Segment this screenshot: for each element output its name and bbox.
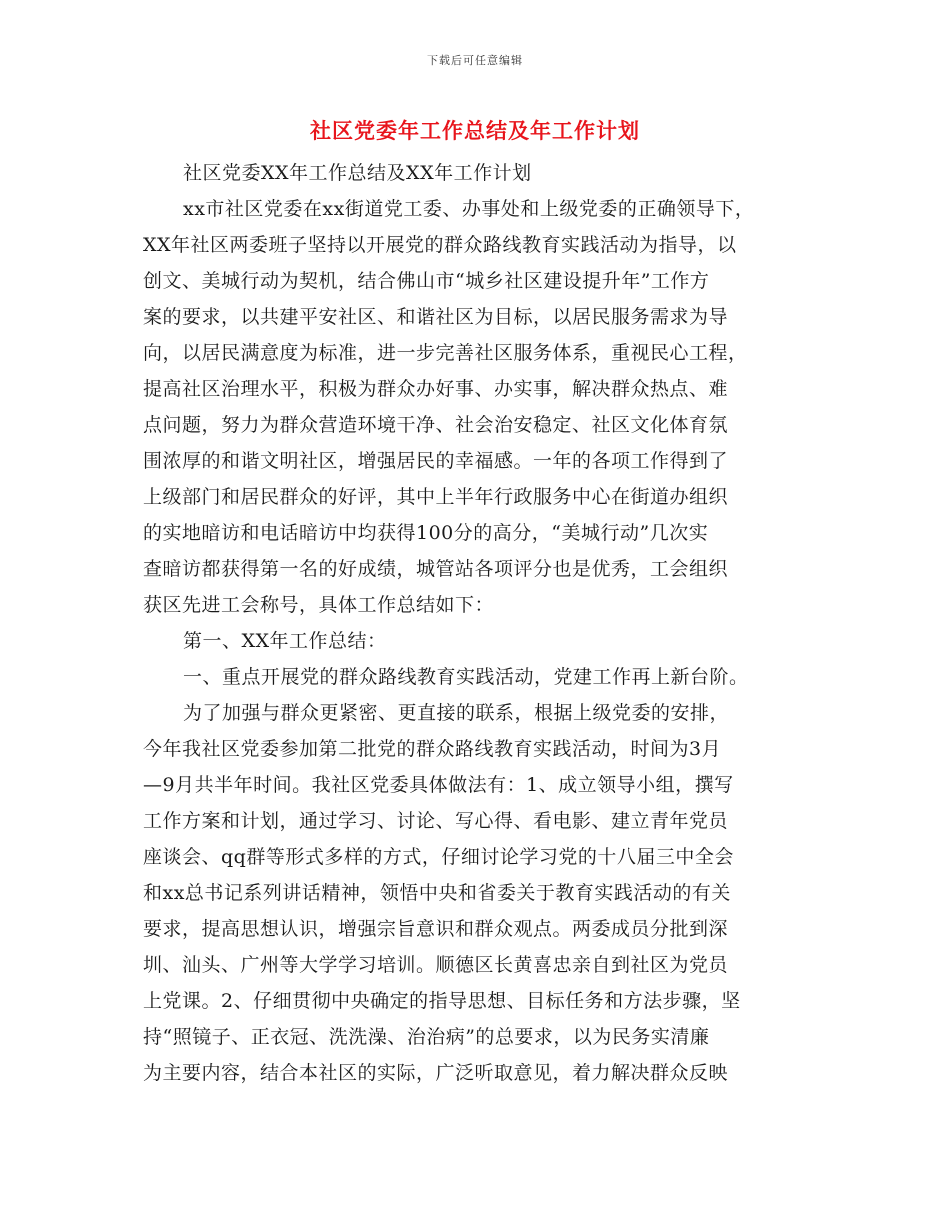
body-line: 社区党委XX年工作总结及XX年工作计划 <box>183 162 532 184</box>
document-body <box>143 155 823 1091</box>
body-line: 为了加强与群众更紧密、更直接的联系，根据上级党委的安排， <box>183 702 730 724</box>
body-line: 的实地暗访和电话暗访中均获得100分的高分，“美城行动”几次实 <box>143 522 709 544</box>
body-line: 今年我社区党委参加第二批党的群众路线教育实践活动，时间为3月 <box>143 738 722 760</box>
body-line: 圳、汕头、广州等大学学习培训。顺德区长黄喜忠亲自到社区为党员 <box>143 954 729 976</box>
body-line: 为主要内容，结合本社区的实际，广泛听取意见，着力解决群众反映 <box>143 1062 729 1084</box>
body-line: 持“照镜子、正衣冠、洗洗澡、治治病”的总要求，以为民务实清廉 <box>143 1026 710 1048</box>
page-header-note: 下载后可任意编辑 <box>427 54 523 67</box>
body-line: 点问题，努力为群众营造环境干净、社会治安稳定、社区文化体育氛 <box>143 414 729 436</box>
body-line: 上级部门和居民群众的好评，其中上半年行政服务中心在街道办组织 <box>143 486 729 508</box>
body-line: 查暗访都获得第一名的好成绩，城管站各项评分也是优秀，工会组织 <box>143 558 729 580</box>
body-line: xx市社区党委在xx街道党工委、办事处和上级党委的正确领导下， <box>183 198 755 220</box>
body-line: 第一、XX年工作总结： <box>183 630 387 652</box>
body-line: 一、重点开展党的群众路线教育实践活动，党建工作再上新台阶。 <box>183 666 749 688</box>
body-line: —9月共半年时间。我社区党委具体做法有：1、成立领导小组，撰写 <box>143 774 734 796</box>
body-line: 和xx总书记系列讲话精神，领悟中央和省委关于教育实践活动的有关 <box>143 882 731 904</box>
body-line: 上党课。2、仔细贯彻中央确定的指导思想、目标任务和方法步骤，坚 <box>143 990 741 1012</box>
body-line: 围浓厚的和谐文明社区，增强居民的幸福感。一年的各项工作得到了 <box>143 450 729 472</box>
body-line: 工作方案和计划，通过学习、讨论、写心得、看电影、建立青年党员 <box>143 810 729 832</box>
body-line: 获区先进工会称号，具体工作总结如下： <box>143 594 495 616</box>
body-line: 向，以居民满意度为标准，进一步完善社区服务体系，重视民心工程， <box>143 342 748 364</box>
body-line: XX年社区两委班子坚持以开展党的群众路线教育实践活动为指导，以 <box>143 234 737 256</box>
body-line: 创文、美城行动为契机，结合佛山市“城乡社区建设提升年”工作方 <box>143 270 710 292</box>
body-line: 要求，提高思想认识，增强宗旨意识和群众观点。两委成员分批到深 <box>143 918 729 940</box>
document-title: 社区党委年工作总结及年工作计划 <box>310 118 640 143</box>
body-line: 提高社区治理水平，积极为群众办好事、办实事，解决群众热点、难 <box>143 378 729 400</box>
body-line: 案的要求，以共建平安社区、和谐社区为目标，以居民服务需求为导 <box>143 306 729 328</box>
body-line: 座谈会、qq群等形式多样的方式，仔细讨论学习党的十八届三中全会 <box>143 846 734 868</box>
